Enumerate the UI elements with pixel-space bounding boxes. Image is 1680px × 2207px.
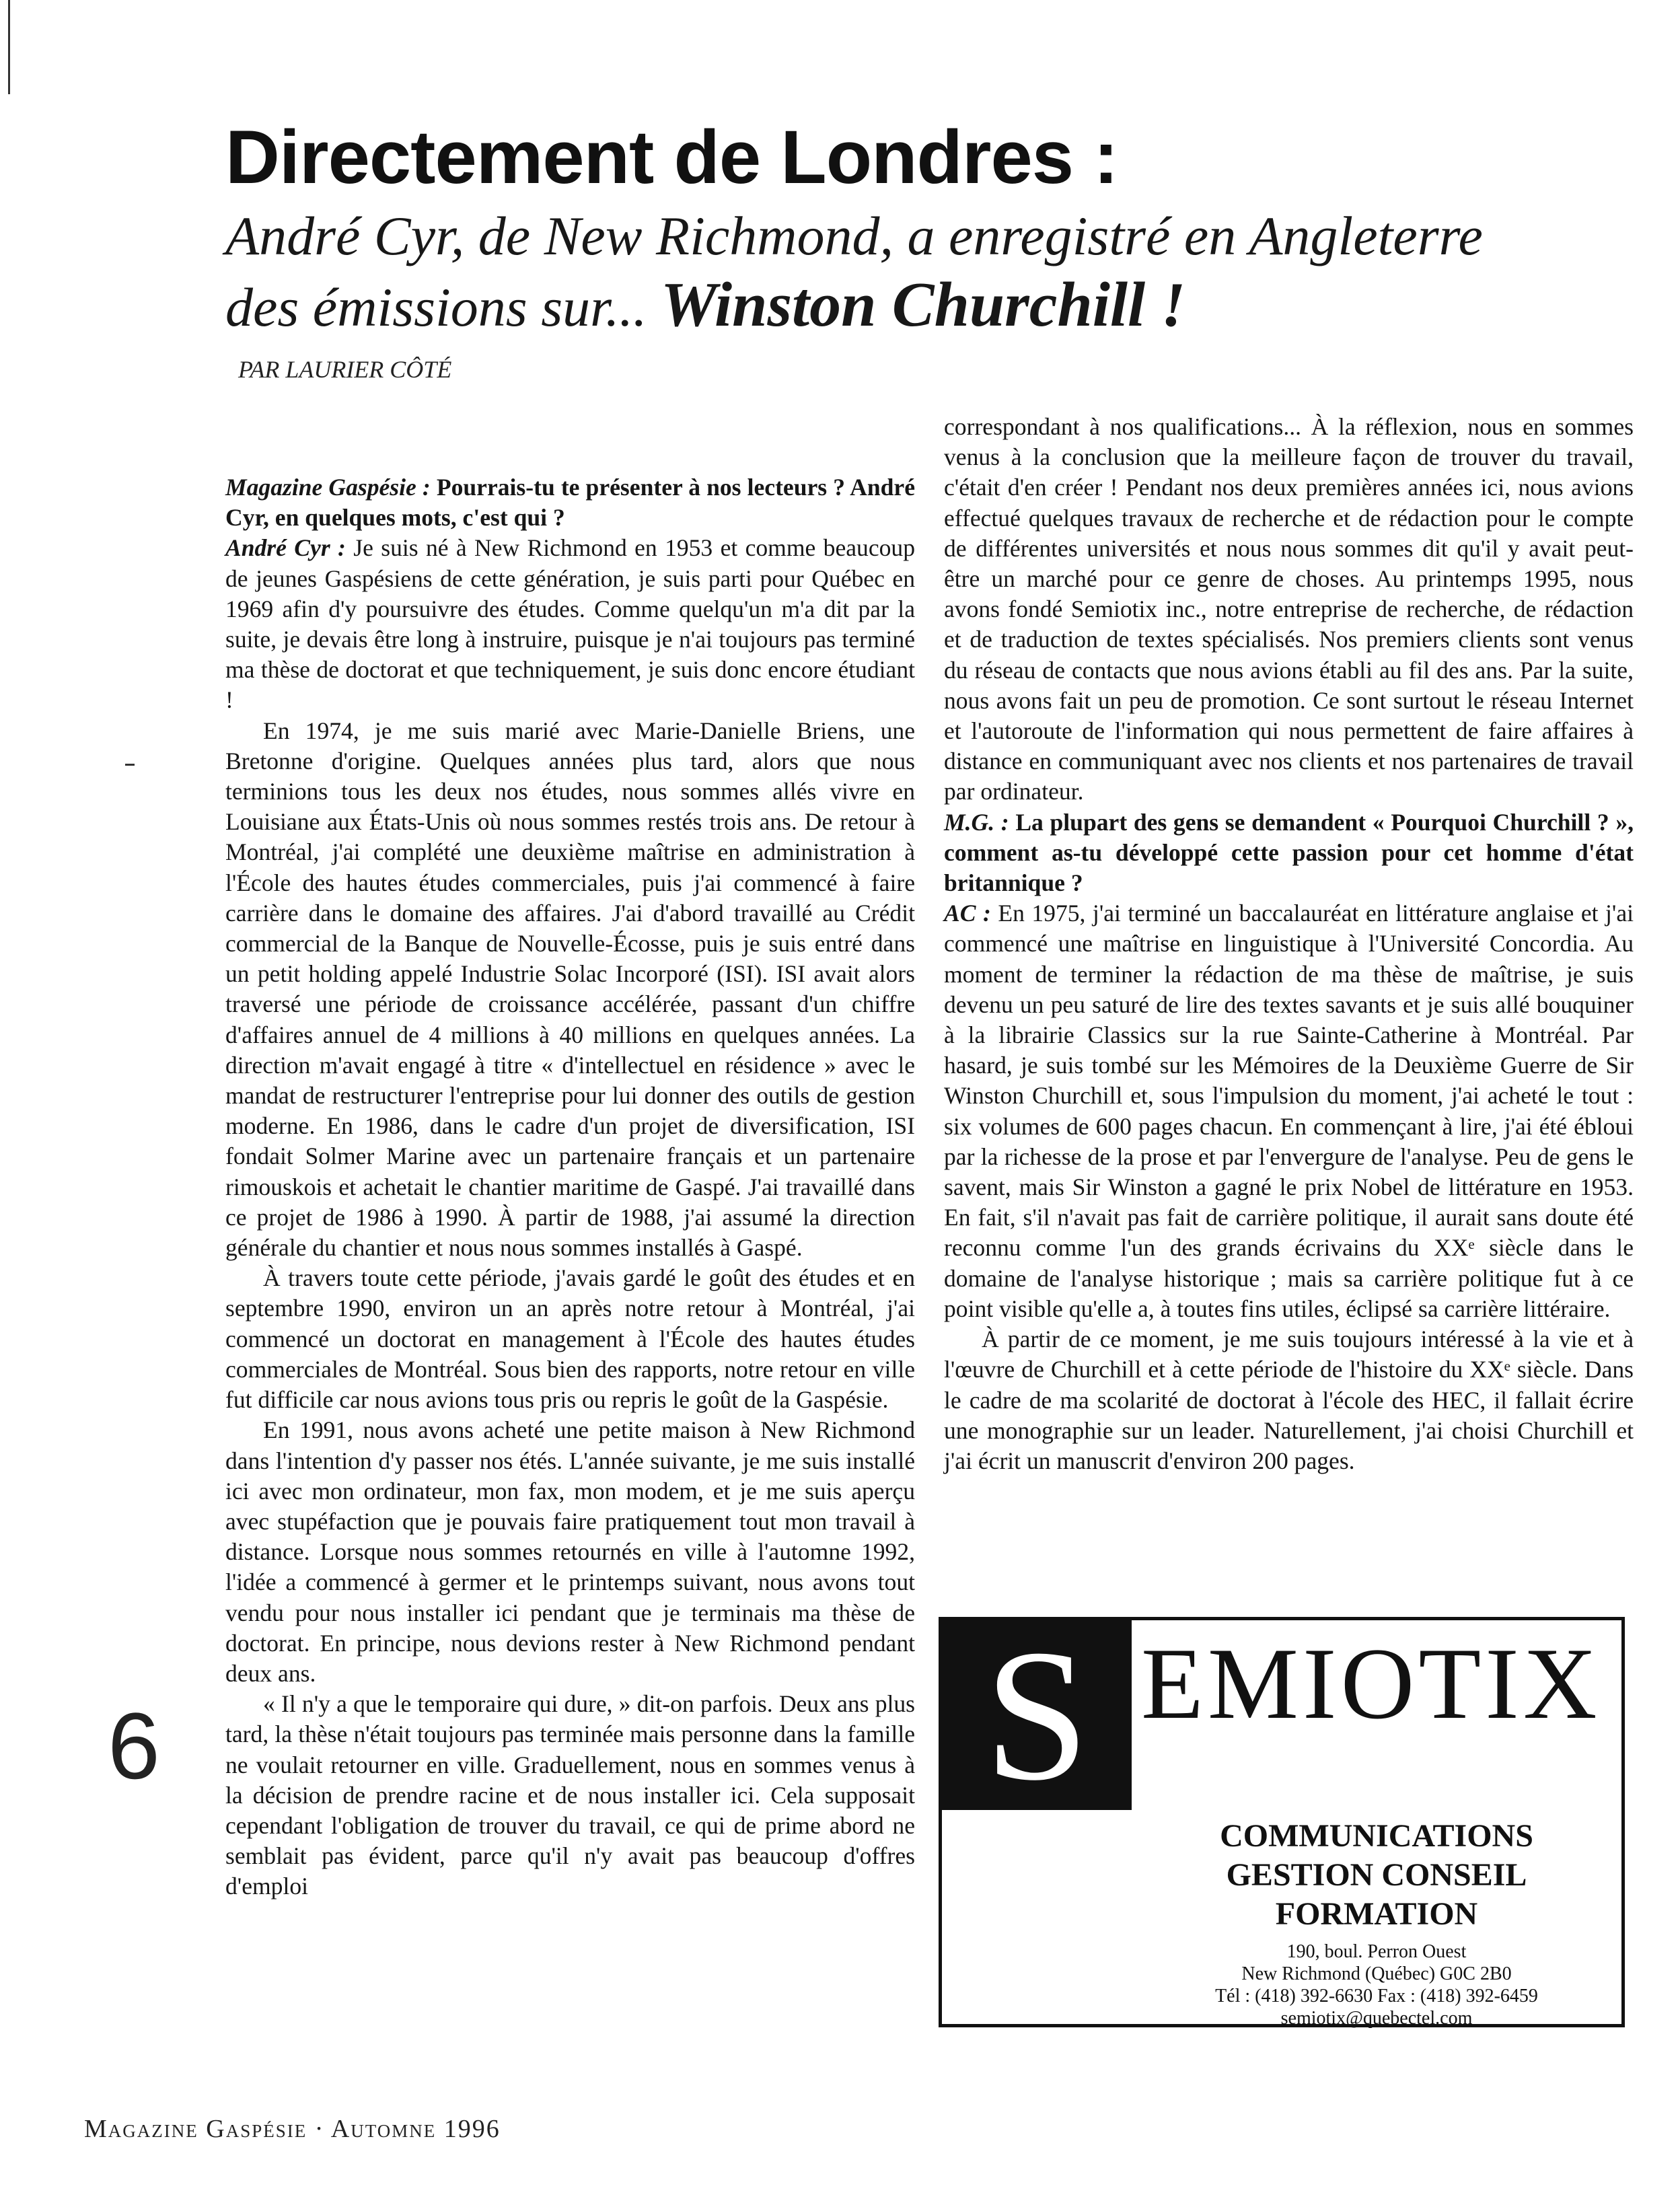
byline: PAR LAURIER CÔTÉ xyxy=(238,356,452,383)
speaker-mg: M.G. : xyxy=(944,808,1009,836)
ad-address-line-1: 190, boul. Perron Ouest xyxy=(1286,1941,1467,1962)
ad-service-communications: COMMUNICATIONS xyxy=(1220,1818,1533,1854)
article-column-1 xyxy=(225,472,915,1902)
answer-text: En 1975, j'ai terminé un baccalauréat en littérature anglaise et j'ai commencé une maîtrise en linguistique à l'Université Concordia. Au moment de terminer la rédaction de ma thèse de maîtrise, je suis devenu un peu saturé de lire des textes savants et je suis allé bouquiner à la librairie Classics sur la rue Sainte-Catherine à Montréal. Par hasard, je suis tombé sur les Mémoires de la Deuxième Guerre de Sir Winston Churchill et, sous l'impulsion du moment, j'ai acheté le tout : six volumes de 600 pages chacun. En commençant à lire, j'ai été ébloui par la richesse de la prose et par l'envergure de l'analyse. Peu de gens le savent, mais Sir Winston a gagné le prix Nobel de littérature en 1953. En fait, s'il n'avait pas fait de carrière politique, il aurait sans doute été reconnu comme l'un des grands écrivains du XXᵉ siècle dans le domaine de l'analyse historique ; mais sa carrière politique fut à ce point visible qu'elle a, à toutes fins utiles, éclipsé sa carrière littéraire. xyxy=(944,900,1634,1322)
ad-services xyxy=(1132,1817,1621,1934)
page-number: 6 xyxy=(108,1693,160,1799)
article-column-2 xyxy=(944,412,1634,1476)
answer-2 xyxy=(944,898,1634,1324)
paragraph-continued: correspondant à nos qualifications... À la réflexion, nous en sommes venus à la conclusion que la meilleure façon de trouver du travail, c'était d'en créer ! Pendant nos deux premières années ici, nous avions effectué quelques travaux de recherche et de rédaction pour le compte de différentes universités et nous nous sommes dit qu'il y avait peut-être un marché pour ce genre de choses. Au printemps 1995, nous avons fondé Semiotix inc., notre entreprise de recherche, de rédaction et de traduction de textes spécialisés. Nos premiers clients sont venus du réseau de contacts que nous avions établi au fil des ans. Par la suite, nous avons fait un peu de promotion. Ce sont surtout le réseau Internet et l'autoroute de l'information qui nous permettent de faire affaires à distance en communiquant avec nos clients et nos partenaires de travail par ordinateur. xyxy=(944,413,1634,805)
semiotix-advertisement xyxy=(939,1610,1625,2029)
paragraph: En 1974, je me suis marié avec Marie-Danielle Briens, une Bretonne d'origine. Quelques années plus tard, alors que nous terminions tous les deux nos études, nous sommes allés vivre en Louisiane aux États-Unis où nous sommes restés trois ans. De retour à Montréal, j'ai complété une deuxième maîtrise en administration à l'École des hautes études commerciales, puis j'ai commencé à faire carrière dans le domaine des affaires. J'ai d'abord travaillé au Crédit commercial de la Banque de Nouvelle-Écosse, puis je suis entré dans un petit holding appelé Industrie Solac Incorporé (ISI). ISI avait alors traversé une période de croissance accélérée, passant d'un chiffre d'affaires annuel de 4 millions à 40 millions en quelques années. La direction m'avait engagé à titre « d'intellectuel en résidence » avec le mandat de restructurer l'entreprise pour lui donner des outils de gestion moderne. En 1986, dans le cadre d'un projet de diversification, ISI fondait Solmer Marine avec un partenaire français et un partenaire rimouskois et achetait le chantier maritime de Gaspé. J'ai travaillé dans ce projet de 1986 à 1990. À partir de 1988, j'ai assumé la direction générale du chantier et nous nous sommes installés à Gaspé. xyxy=(225,717,915,1262)
answer-1 xyxy=(225,533,915,715)
question-text: La plupart des gens se demandent « Pourquoi Churchill ? », comment as-tu développé cette passion pour cet homme d'état britannique ? xyxy=(944,808,1634,897)
question-1 xyxy=(225,472,915,533)
subtitle-line-1: André Cyr, de New Richmond, a enregistré en Angleterre xyxy=(225,205,1483,266)
subtitle-emphasis: Winston Churchill ! xyxy=(660,270,1186,340)
ad-logo-initial: S xyxy=(942,1620,1132,1810)
ad-service-formation: FORMATION xyxy=(1275,1896,1478,1932)
page-footer: Magazine Gaspésie · Automne 1996 xyxy=(84,2115,501,2143)
answer-text: Je suis né à New Richmond en 1953 et comme beaucoup de jeunes Gaspésiens de cette génération, je suis parti pour Québec en 1969 afin d'y poursuivre des études. Comme quelqu'un m'a dit par la suite, je devais être long à instruire, puisque je n'ai toujours pas terminé ma thèse de doctorat et que techniquement, je suis donc encore étudiant ! xyxy=(225,534,915,714)
ad-address-line-2: New Richmond (Québec) G0C 2B0 xyxy=(1241,1963,1512,1984)
question-text: Pourrais-tu te présenter à nos lecteurs ? André Cyr, en quelques mots, c'est qui ? xyxy=(225,474,915,532)
ad-contact xyxy=(1132,1941,1621,2029)
ad-company-name: EMIOTIX xyxy=(1141,1627,1601,1740)
speaker-magazine: Magazine Gaspésie : xyxy=(225,474,431,501)
article-subtitle xyxy=(225,202,1625,342)
article-title: Directement de Londres : xyxy=(225,115,1118,199)
speaker-andre-cyr: André Cyr : xyxy=(225,534,346,562)
ad-service-gestion: GESTION CONSEIL xyxy=(1226,1857,1527,1893)
speaker-ac: AC : xyxy=(944,900,991,927)
scan-mark-top-left xyxy=(8,0,10,94)
ad-phone: Tél : (418) 392-6630 Fax : (418) 392-6459 xyxy=(1215,1986,1538,2006)
subtitle-line-2 xyxy=(225,270,1625,342)
paragraph: À travers toute cette période, j'avais gardé le goût des études et en septembre 1990, environ un an après notre retour à Montréal, j'ai commencé un doctorat en management à l'École des hautes études commerciales de Montréal. Sous bien des rapports, notre retour en ville fut difficile car nous avions tous pris ou repris le goût de la Gaspésie. xyxy=(225,1264,915,1414)
scan-mark-margin xyxy=(125,764,135,766)
question-2 xyxy=(944,807,1634,899)
ad-email: semiotix@quebectel.com xyxy=(1280,2008,1473,2029)
subtitle-lead: des émissions sur... xyxy=(225,277,661,338)
paragraph: « Il n'y a que le temporaire qui dure, » dit-on parfois. Deux ans plus tard, la thèse n'était toujours pas terminée mais personne dans la famille ne voulait retourner en ville. Graduellement, nous en sommes venus à la décision de prendre racine et de nous installer ici. Cela supposait cependant l'obligation de trouver du travail, ce qui de prime abord ne semblait pas évident, parce qu'il n'y avait pas beaucoup d'offres d'emploi xyxy=(225,1690,915,1900)
paragraph: En 1991, nous avons acheté une petite maison à New Richmond dans l'intention d'y passer nos étés. L'année suivante, je me suis installé ici avec mon ordinateur, mon fax, mon modem, et je me suis aperçu avec stupéfaction que je pouvais faire pratiquement tout mon travail à distance. Lorsque nous sommes retournés en ville à l'automne 1992, l'idée a commencé à germer et le printemps suivant, nous avons tout vendu pour nous installer ici pendant que je terminais ma thèse de doctorat. En principe, nous devions rester à New Richmond pendant deux ans. xyxy=(225,1416,915,1687)
paragraph: À partir de ce moment, je me suis toujours intéressé à la vie et à l'œuvre de Churchill et à cette période de l'histoire du XXᵉ siècle. Dans le cadre de ma scolarité de doctorat à l'école des HEC, il fallait écrire une monographie sur un leader. Naturellement, j'ai choisi Churchill et j'ai écrit un manuscrit d'environ 200 pages. xyxy=(944,1326,1634,1474)
